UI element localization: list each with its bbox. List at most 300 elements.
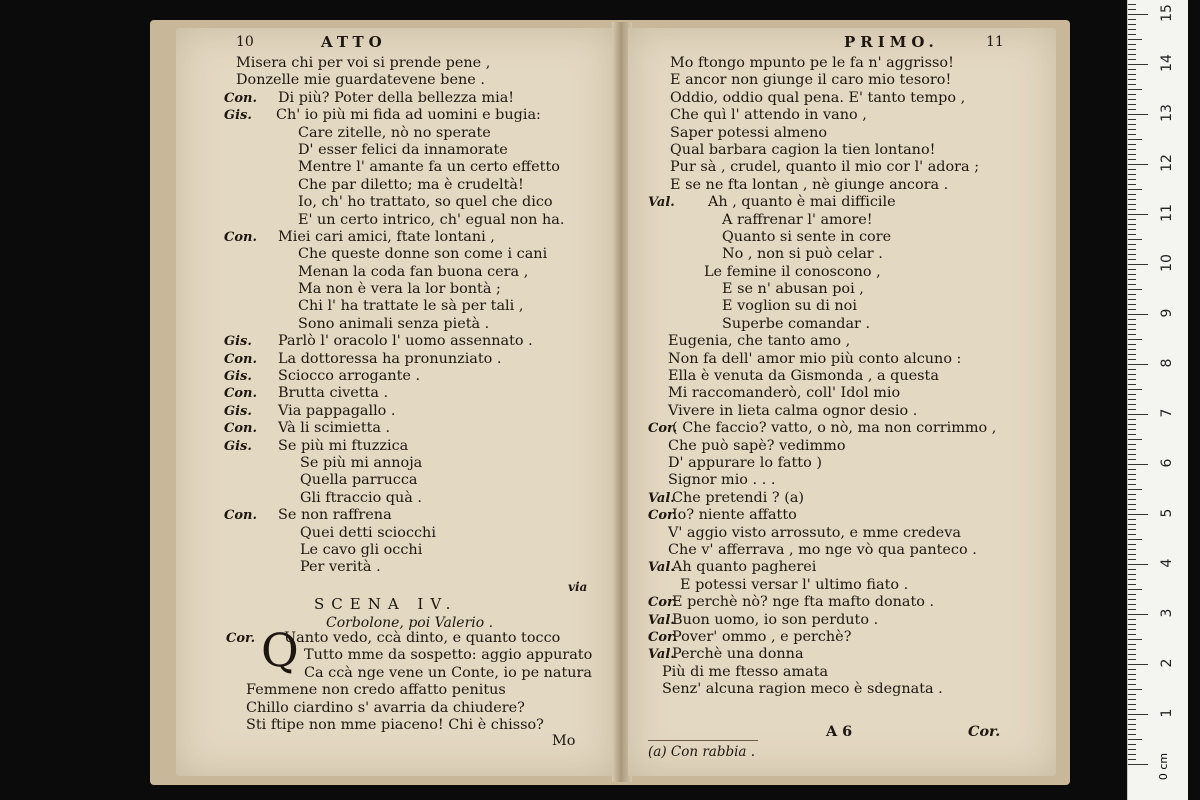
ruler-number: 5 xyxy=(1159,508,1175,518)
ruler-tick xyxy=(1128,759,1136,760)
ruler-tick xyxy=(1128,729,1136,730)
ruler-tick xyxy=(1128,429,1136,430)
verse-line xyxy=(628,629,1056,646)
ruler-tick xyxy=(1128,289,1142,290)
ruler-tick xyxy=(1128,84,1136,85)
verse-line xyxy=(176,507,614,524)
line-text: ( Che faccio? vatto, o nò, ma non corrimmo , xyxy=(672,420,997,437)
line-text: E potessi versar l' ultimo fiato . xyxy=(680,576,909,593)
ruler-tick xyxy=(1128,269,1136,270)
verse-line xyxy=(628,333,1056,350)
ruler-tick xyxy=(1128,199,1136,200)
ruler-tick xyxy=(1128,149,1136,150)
verse-line xyxy=(176,385,614,402)
measuring-ruler xyxy=(1127,0,1188,800)
line-text: Le femine il conoscono , xyxy=(704,263,881,280)
verse-line xyxy=(628,107,1056,124)
ruler-tick xyxy=(1128,414,1148,415)
ruler-tick xyxy=(1128,159,1136,160)
ruler-tick xyxy=(1128,439,1142,440)
ruler-tick xyxy=(1128,19,1136,20)
ruler-tick xyxy=(1128,284,1136,285)
verse-line xyxy=(628,298,1056,315)
ruler-tick xyxy=(1128,549,1136,550)
speaker-label: Val. xyxy=(648,490,675,506)
line-text: Non fa dell' amor mio più conto alcuno : xyxy=(668,350,962,367)
ruler-tick xyxy=(1128,509,1136,510)
verse-line xyxy=(628,212,1056,229)
verse-line xyxy=(176,368,614,385)
ruler-tick xyxy=(1128,179,1136,180)
ruler-tick xyxy=(1128,714,1148,715)
ruler-tick xyxy=(1128,299,1136,300)
verse-line xyxy=(628,55,1056,72)
ruler-tick xyxy=(1128,689,1142,690)
ruler-tick xyxy=(1128,124,1136,125)
verse-line xyxy=(628,385,1056,402)
ruler-tick xyxy=(1128,539,1142,540)
ruler-tick xyxy=(1128,214,1148,215)
ruler-tick xyxy=(1128,309,1136,310)
speaker-label: Gis. xyxy=(224,438,252,454)
ruler-tick xyxy=(1128,239,1142,240)
speaker-label: Con. xyxy=(224,90,257,106)
verse-line xyxy=(628,351,1056,368)
line-text: Sti ftipe non mme piaceno! Chi è chisso? xyxy=(246,716,544,733)
ruler-tick xyxy=(1128,49,1136,50)
verse-line xyxy=(628,125,1056,142)
line-text: Ah , quanto è mai difficile xyxy=(708,194,896,211)
line-text: Che quì l' attendo in vano , xyxy=(670,107,867,124)
ruler-tick xyxy=(1128,544,1136,545)
ruler-tick xyxy=(1128,614,1148,615)
ruler-tick xyxy=(1128,334,1136,335)
ruler-tick xyxy=(1128,174,1136,175)
line-text: Superbe comandar . xyxy=(722,315,871,332)
verse-line xyxy=(176,90,614,107)
verse-line xyxy=(628,455,1056,472)
line-text: Buon uomo, io son perduto . xyxy=(672,611,879,628)
ruler-tick xyxy=(1128,474,1136,475)
speaker-label: Gis. xyxy=(224,108,252,124)
ruler-tick xyxy=(1128,589,1142,590)
line-text: Se più mi annoja xyxy=(300,454,423,471)
line-text: La dottoressa ha pronunziato . xyxy=(278,350,502,367)
ruler-tick xyxy=(1128,204,1136,205)
right-page-header xyxy=(628,34,1056,54)
ruler-number: 1 xyxy=(1159,708,1175,718)
ruler-number: 14 xyxy=(1159,54,1175,72)
line-text: E' un certo intrico, ch' egual non ha. xyxy=(298,211,565,228)
verse-line xyxy=(628,438,1056,455)
line-text: Ella è venuta da Gismonda , a questa xyxy=(668,368,939,385)
ruler-tick xyxy=(1128,659,1136,660)
verse-line xyxy=(176,420,614,437)
speaker-label: Cor. xyxy=(648,421,678,437)
speaker-label: Con. xyxy=(224,421,257,437)
line-text: D' esser felici da innamorate xyxy=(298,141,508,158)
line-text: Signor mio . . . xyxy=(668,472,776,489)
speaker-label: Val. xyxy=(648,612,675,628)
ruler-tick xyxy=(1128,724,1136,725)
ruler-number: 6 xyxy=(1159,458,1175,468)
ruler-tick xyxy=(1128,574,1136,575)
line-text: Menan la coda fan buona cera , xyxy=(298,263,529,280)
ruler-tick xyxy=(1128,164,1148,165)
line-text: A raffrenar l' amore! xyxy=(722,211,873,228)
speaker-label: Val. xyxy=(648,647,675,663)
ruler-number: 12 xyxy=(1159,154,1175,172)
exit-cue: via xyxy=(568,580,588,594)
line-text: No , non si può celar . xyxy=(722,246,883,263)
prose-line xyxy=(176,647,614,664)
line-text: Femmene non credo affatto penitus xyxy=(246,682,506,699)
speaker-label: Cor. xyxy=(648,629,678,645)
ruler-tick xyxy=(1128,29,1136,30)
ruler-tick xyxy=(1128,634,1136,635)
verse-line xyxy=(176,107,614,124)
ruler-tick xyxy=(1128,554,1136,555)
line-text: Io? niente affatto xyxy=(672,507,797,524)
ruler-tick xyxy=(1128,649,1136,650)
ruler-tick xyxy=(1128,484,1136,485)
line-text: Sciocco arrogante . xyxy=(278,368,421,385)
verse-line xyxy=(628,612,1056,629)
speaker-label: Gis. xyxy=(224,369,252,385)
line-text: Io, ch' ho trattato, so quel che dico xyxy=(298,194,553,211)
ruler-tick xyxy=(1128,314,1148,315)
line-text: Quella parrucca xyxy=(300,472,418,489)
verse-line xyxy=(628,194,1056,211)
left-verse-block xyxy=(176,55,614,577)
ruler-tick xyxy=(1128,739,1142,740)
ruler-tick xyxy=(1128,244,1136,245)
speaker-label: Val. xyxy=(648,560,675,576)
line-text: Sono animali senza pietà . xyxy=(298,315,490,332)
ruler-number: 2 xyxy=(1159,658,1175,668)
line-text: Brutta civetta . xyxy=(278,385,389,402)
line-text: E voglion su di noi xyxy=(722,298,857,315)
verse-line xyxy=(176,559,614,576)
ruler-tick xyxy=(1128,59,1136,60)
ruler-tick xyxy=(1128,274,1136,275)
ruler-number: 3 xyxy=(1159,608,1175,618)
ruler-tick xyxy=(1128,259,1136,260)
ruler-tick xyxy=(1128,144,1136,145)
verse-line xyxy=(628,646,1056,663)
right-running-head: PRIMO. xyxy=(844,33,939,51)
scene-characters: Corbolone, poi Valerio . xyxy=(326,615,494,631)
ruler-tick xyxy=(1128,529,1136,530)
ruler-tick xyxy=(1128,694,1136,695)
ruler-tick xyxy=(1128,464,1148,465)
ruler-tick xyxy=(1128,629,1136,630)
ruler-tick xyxy=(1128,754,1136,755)
ruler-tick xyxy=(1128,624,1136,625)
ruler-tick xyxy=(1128,44,1136,45)
ruler-tick xyxy=(1128,459,1136,460)
ruler-tick xyxy=(1128,419,1136,420)
speaker-label: Val. xyxy=(648,195,675,211)
verse-line xyxy=(176,525,614,542)
ruler-tick xyxy=(1128,564,1148,565)
ruler-tick xyxy=(1128,324,1136,325)
verse-line xyxy=(628,316,1056,333)
ruler-tick xyxy=(1128,709,1136,710)
ruler-tick xyxy=(1128,504,1136,505)
verse-line xyxy=(176,455,614,472)
line-text: Pur sà , crudel, quanto il mio cor l' adora ; xyxy=(670,159,980,176)
ruler-tick xyxy=(1128,699,1136,700)
line-text: Mo ftongo mpunto pe le fa n' aggrisso! xyxy=(670,55,954,71)
left-page-header xyxy=(176,34,614,54)
ruler-tick xyxy=(1128,154,1136,155)
ruler-tick xyxy=(1128,34,1136,35)
ruler-tick xyxy=(1128,669,1136,670)
ruler-tick xyxy=(1128,749,1136,750)
ruler-tick xyxy=(1128,734,1136,735)
line-text: Qual barbara cagion la tien lontano! xyxy=(670,141,936,158)
ruler-number: 4 xyxy=(1159,558,1175,568)
verse-line xyxy=(176,351,614,368)
ruler-tick xyxy=(1128,469,1136,470)
line-text: Via pappagallo . xyxy=(278,402,396,419)
ruler-tick xyxy=(1128,254,1136,255)
line-text: Uanto vedo, ccà dinto, e quanto tocco xyxy=(284,630,561,646)
speaker-label: Gis. xyxy=(224,334,252,350)
line-text: Donzelle mie guardatevene bene . xyxy=(236,72,485,89)
line-text: Chillo ciardino s' avarria da chiudere? xyxy=(246,699,525,716)
verse-line xyxy=(176,316,614,333)
line-text: Ma non è vera la lor bontà ; xyxy=(298,281,501,298)
ruler-tick xyxy=(1128,99,1136,100)
line-text: Che queste donne son come i cani xyxy=(298,246,548,263)
ruler-tick xyxy=(1128,339,1142,340)
ruler-tick xyxy=(1128,479,1136,480)
ruler-tick xyxy=(1128,434,1136,435)
line-text: Se non raffrena xyxy=(278,507,392,524)
verse-line xyxy=(628,229,1056,246)
ruler-tick xyxy=(1128,569,1136,570)
verse-line xyxy=(628,72,1056,89)
verse-line xyxy=(176,177,614,194)
ruler-tick xyxy=(1128,134,1136,135)
verse-line xyxy=(628,159,1056,176)
line-text: Pover' ommo , e perchè? xyxy=(672,628,852,645)
ruler-tick xyxy=(1128,54,1136,55)
ruler-tick xyxy=(1128,69,1136,70)
ruler-tick xyxy=(1128,684,1136,685)
ruler-tick xyxy=(1128,359,1136,360)
verse-line xyxy=(628,90,1056,107)
verse-line xyxy=(176,72,614,89)
ruler-tick xyxy=(1128,579,1136,580)
line-text: V' aggio visto arrossuto, e mme credeva xyxy=(668,524,961,541)
verse-line xyxy=(176,55,614,72)
verse-line xyxy=(628,403,1056,420)
line-text: E se n' abusan poi , xyxy=(722,281,864,298)
speaker-label: Cor. xyxy=(648,508,678,524)
ruler-tick xyxy=(1128,424,1136,425)
ruler-tick xyxy=(1128,319,1136,320)
ruler-tick xyxy=(1128,109,1136,110)
verse-line xyxy=(628,559,1056,576)
ruler-tick xyxy=(1128,349,1136,350)
ruler-number: 9 xyxy=(1159,308,1175,318)
verse-line xyxy=(176,438,614,455)
verse-line xyxy=(176,298,614,315)
footnote-rule xyxy=(648,740,758,741)
line-text: E ancor non giunge il caro mio tesoro! xyxy=(670,72,952,89)
ruler-tick xyxy=(1128,79,1136,80)
ruler-tick xyxy=(1128,209,1136,210)
ruler-tick xyxy=(1128,294,1136,295)
signature-mark: A 6 xyxy=(826,723,853,740)
verse-line xyxy=(176,159,614,176)
line-text: E se ne fta lontan , nè giunge ancora . xyxy=(670,176,949,193)
right-catchword: Cor. xyxy=(968,723,1001,740)
ruler-tick xyxy=(1128,489,1142,490)
ruler-number: 13 xyxy=(1159,104,1175,122)
line-text: Parlò l' oracolo l' uomo assennato . xyxy=(278,333,533,350)
line-text: Vivere in lieta calma ognor desio . xyxy=(668,402,918,419)
verse-line xyxy=(628,472,1056,489)
verse-line xyxy=(628,281,1056,298)
verse-line xyxy=(176,281,614,298)
verse-line xyxy=(176,212,614,229)
verse-line xyxy=(628,594,1056,611)
line-text: Care zitelle, nò no sperate xyxy=(298,124,491,141)
verse-line xyxy=(628,177,1056,194)
line-text: Ch' io più mi fida ad uomini e bugia: xyxy=(276,107,541,124)
ruler-tick xyxy=(1128,644,1136,645)
ruler-tick xyxy=(1128,344,1136,345)
prose-line xyxy=(176,717,614,734)
ruler-tick xyxy=(1128,189,1142,190)
ruler-unit-label: 0 cm xyxy=(1157,752,1171,781)
verse-line xyxy=(628,681,1056,698)
ruler-number: 15 xyxy=(1159,4,1175,22)
ruler-tick xyxy=(1128,304,1136,305)
line-text: Che v' afferrava , mo nge vò qua panteco . xyxy=(668,541,977,558)
verse-line xyxy=(176,125,614,142)
ruler-tick xyxy=(1128,9,1136,10)
verse-line xyxy=(176,490,614,507)
ruler-tick xyxy=(1128,184,1136,185)
line-text: E perchè nò? nge fta mafto donato . xyxy=(672,594,935,611)
line-text: Più di me ftesso amata xyxy=(662,663,829,680)
speaker-label: Cor. xyxy=(648,595,678,611)
ruler-tick xyxy=(1128,4,1136,5)
ruler-tick xyxy=(1128,74,1136,75)
ruler-tick xyxy=(1128,514,1148,515)
prose-line xyxy=(176,682,614,699)
speaker-label: Gis. xyxy=(224,403,252,419)
ruler-tick xyxy=(1128,744,1136,745)
ruler-tick xyxy=(1128,654,1136,655)
verse-line xyxy=(628,525,1056,542)
line-text: Perchè una donna xyxy=(672,646,804,663)
verse-line xyxy=(628,264,1056,281)
line-text: Per verità . xyxy=(300,559,381,576)
ruler-tick xyxy=(1128,609,1136,610)
ruler-tick xyxy=(1128,364,1148,365)
verse-line xyxy=(176,333,614,350)
ruler-tick xyxy=(1128,104,1136,105)
ruler-tick xyxy=(1128,664,1148,665)
ruler-tick xyxy=(1128,94,1136,95)
speaker-label: Con. xyxy=(224,229,257,245)
line-text: Quei detti sciocchi xyxy=(300,524,436,541)
speaker-label: Con. xyxy=(224,351,257,367)
verse-line xyxy=(176,264,614,281)
ruler-tick xyxy=(1128,719,1136,720)
right-verse-block xyxy=(628,55,1056,698)
ruler-tick xyxy=(1128,404,1136,405)
ruler-tick xyxy=(1128,454,1136,455)
line-text: Chi l' ha trattate le sà per tali , xyxy=(298,298,524,315)
ruler-tick xyxy=(1128,524,1136,525)
ruler-tick xyxy=(1128,64,1148,65)
ruler-tick xyxy=(1128,394,1136,395)
ruler-tick xyxy=(1128,194,1136,195)
line-text: Le cavo gli occhi xyxy=(300,541,423,558)
ruler-tick xyxy=(1128,679,1136,680)
speaker-label: Cor. xyxy=(226,631,256,646)
line-text: Tutto mme da sospetto: aggio appurato xyxy=(304,647,593,664)
scene-title: SCENA IV. xyxy=(314,595,458,613)
ruler-tick xyxy=(1128,639,1142,640)
right-page-number: 11 xyxy=(986,34,1004,50)
verse-line xyxy=(628,490,1056,507)
ruler-tick xyxy=(1128,119,1136,120)
ruler-tick xyxy=(1128,379,1136,380)
verse-line xyxy=(628,420,1056,437)
speaker-label: Con. xyxy=(224,386,257,402)
ruler-tick xyxy=(1128,599,1136,600)
line-text: Ca ccà nge vene un Conte, io pe natura xyxy=(304,664,593,681)
ruler-tick xyxy=(1128,764,1148,765)
line-text: Che pretendi ? (a) xyxy=(672,489,805,506)
ruler-tick xyxy=(1128,354,1136,355)
left-page-number: 10 xyxy=(236,34,254,50)
ruler-number: 7 xyxy=(1159,408,1175,418)
ruler-tick xyxy=(1128,374,1136,375)
verse-line xyxy=(628,142,1056,159)
prose-line xyxy=(176,665,614,682)
ruler-tick xyxy=(1128,234,1136,235)
verse-line xyxy=(628,577,1056,594)
ruler-tick xyxy=(1128,329,1136,330)
ruler-tick xyxy=(1128,114,1148,115)
ruler-number: 10 xyxy=(1159,254,1175,272)
verse-line xyxy=(628,368,1056,385)
ruler-tick xyxy=(1128,224,1136,225)
line-text: Gli ftraccio quà . xyxy=(300,489,423,506)
ruler-tick xyxy=(1128,674,1136,675)
ruler-tick xyxy=(1128,559,1136,560)
verse-line xyxy=(176,194,614,211)
ruler-number: 11 xyxy=(1159,204,1175,222)
line-text: Di più? Poter della bellezza mia! xyxy=(278,89,515,106)
line-text: Quanto si sente in core xyxy=(722,228,892,245)
line-text: Miei cari amici, ftate lontani , xyxy=(278,228,495,245)
ruler-tick xyxy=(1128,519,1136,520)
line-text: Và li scimietta . xyxy=(278,420,391,437)
ruler-tick xyxy=(1128,704,1136,705)
verse-line xyxy=(628,542,1056,559)
line-text: Saper potessi almeno xyxy=(670,124,828,141)
